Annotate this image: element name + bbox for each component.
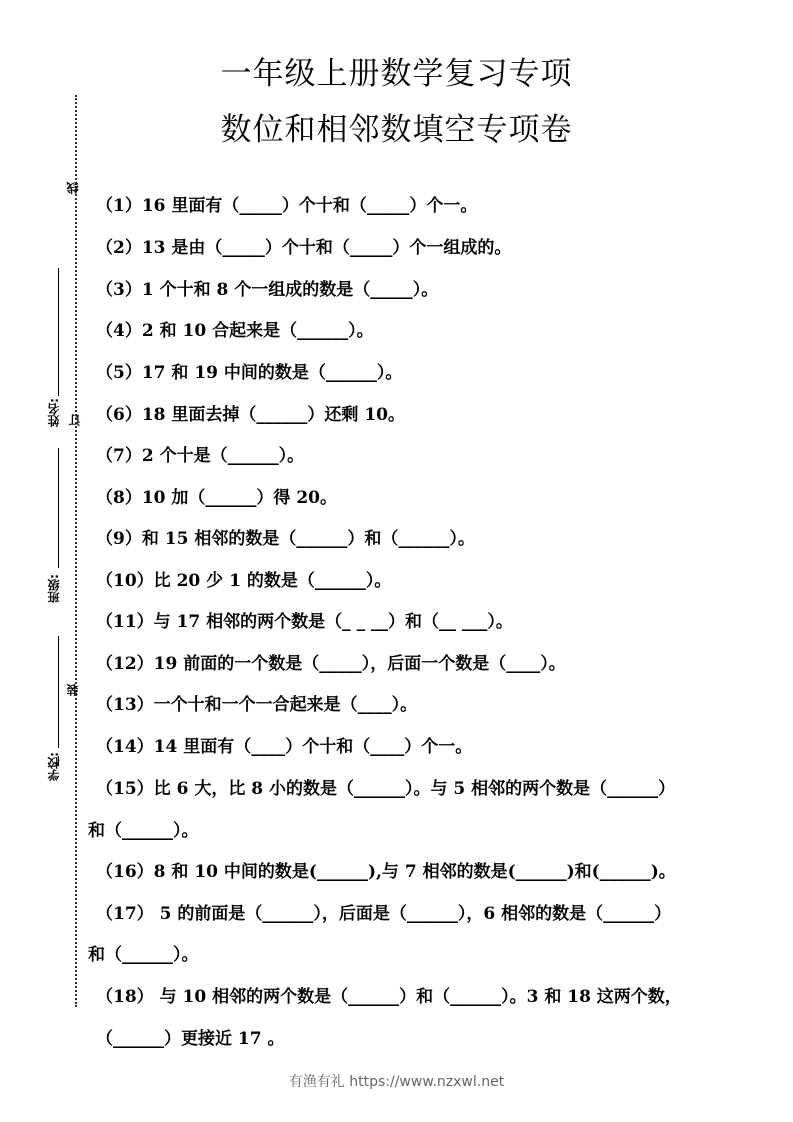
question-16: （16）8 和 10 中间的数是(______),与 7 相邻的数是(______)和(______)。: [96, 862, 676, 882]
school-underline-1: [58, 636, 59, 748]
question-4: （4）2 和 10 合起来是（______）。: [96, 321, 374, 341]
binding-line-label: 线: [66, 182, 80, 194]
question-5: （5）17 和 19 中间的数是（______）。: [96, 363, 403, 383]
question-18: （18） 与 10 相邻的两个数是（______）和（______）。3 和 18 这两个数，: [96, 987, 682, 1007]
class-underline: [58, 448, 59, 568]
footer-watermark: 有渔有礼 https://www.nzxwl.net: [288, 1074, 505, 1090]
question-12: （12）19 前面的一个数是（_____），后面一个数是（____）。: [96, 654, 566, 674]
class-label: 班级:: [47, 574, 61, 603]
question-6: （6）18 里面去掉（______）还剩 10。: [96, 405, 405, 425]
question-11: （11）与 17 相邻的两个数是（_ _ __）和（__ ___）。: [96, 612, 513, 632]
name-label: 姓名:: [47, 398, 61, 427]
question-10: （10）比 20 少 1 的数是（______）。: [96, 571, 392, 591]
question-17-cont: 和（______）。: [88, 945, 199, 965]
question-17: （17） 5 的前面是（______），后面是（______），6 相邻的数是（______）: [96, 904, 672, 924]
name-underline: [58, 268, 59, 396]
question-1: （1）16 里面有（_____）个十和（_____）个一。: [96, 196, 478, 216]
school-label: 学校:: [47, 752, 61, 781]
binding-dotted-line: [75, 95, 77, 1007]
question-18-cont: （______）更接近 17 。: [96, 1029, 285, 1049]
title-line-1: 一年级上册数学复习专项: [220, 56, 573, 92]
question-2: （2）13 是由（_____）个十和（_____）个一组成的。: [96, 238, 512, 258]
question-8: （8）10 加（______）得 20。: [96, 488, 337, 508]
question-3: （3）1 个十和 8 个一组成的数是（_____）。: [96, 280, 439, 300]
question-7: （7）2 个十是（______）。: [96, 446, 305, 466]
binding-zhuang-label: 装: [66, 684, 80, 696]
title-line-2: 数位和相邻数填空专项卷: [220, 112, 573, 148]
question-9: （9）和 15 相邻的数是（______）和（______）。: [96, 529, 475, 549]
question-13: （13）一个十和一个一合起来是（____）。: [96, 695, 418, 715]
binding-ding-label: 订: [68, 414, 82, 426]
question-14: （14）14 里面有（____）个十和（____）个一。: [96, 737, 473, 757]
question-15: （15）比 6 大，比 8 小的数是（______）。与 5 相邻的两个数是（______）: [96, 779, 676, 799]
question-15-cont: 和（______）。: [88, 821, 199, 841]
